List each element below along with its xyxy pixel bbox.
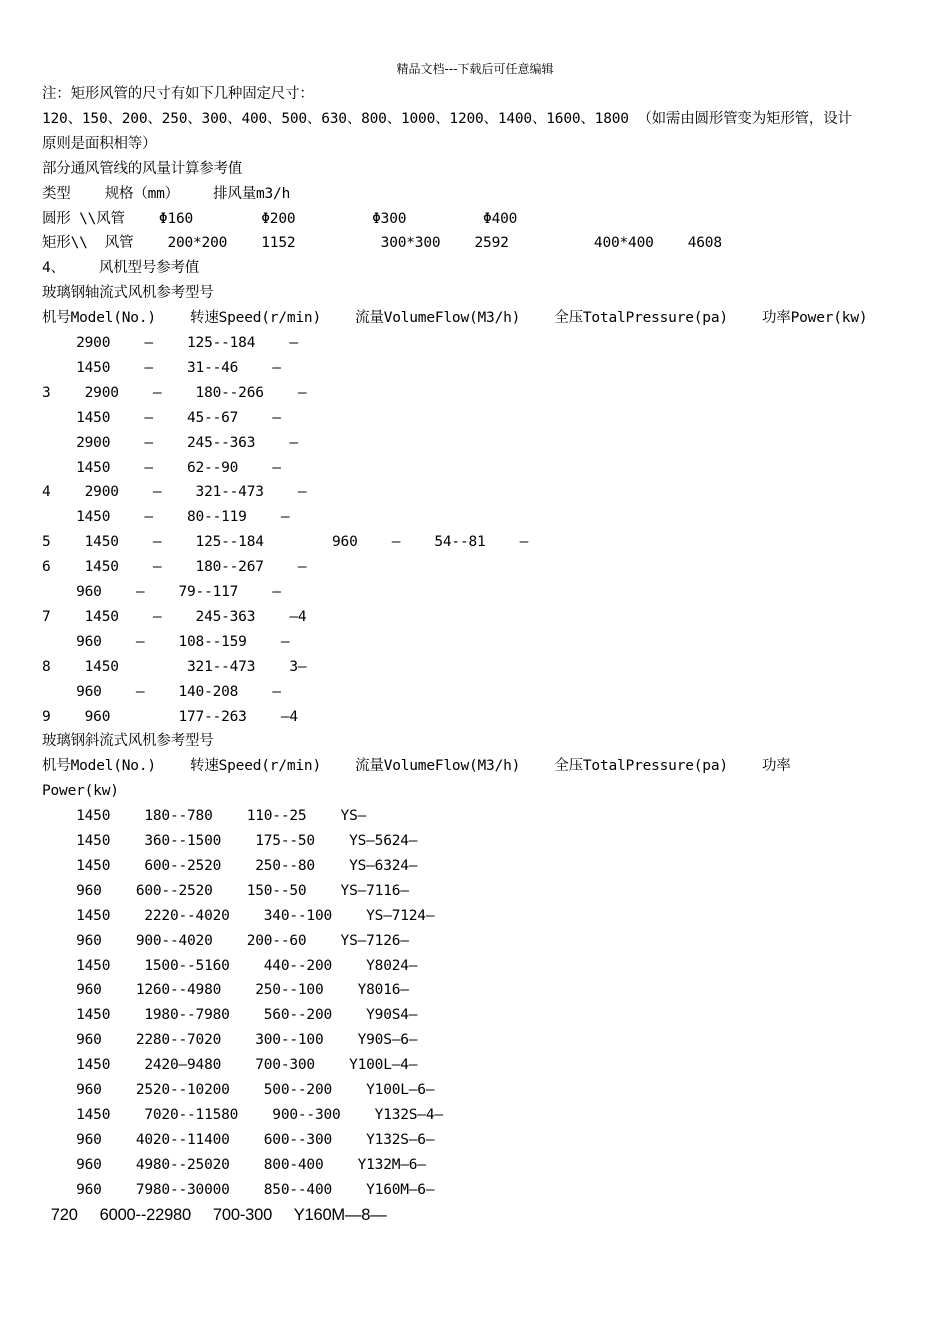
text-line: 1450 1500--5160 440--200 Y8024— (42, 957, 418, 974)
text-line: 960 7980--30000 850--400 Y160M—6— (42, 1181, 435, 1198)
text-line: 960 4980--25020 800-400 Y132M—6— (42, 1156, 426, 1173)
text-line: 玻璃钢斜流式风机参考型号 (42, 733, 214, 750)
text-line: 960 600--2520 150--50 YS—7116— (42, 882, 409, 899)
text-line: 120、150、200、250、300、400、500、630、800、1000、1200、1400、1600、1800 （如需由圆形管变为矩形管，设计 (42, 110, 852, 127)
text-line: 1450 1980--7980 560--200 Y90S4— (42, 1007, 418, 1024)
text-line: 1450 7020--11580 900--300 Y132S—4— (42, 1106, 443, 1123)
text-line: 1450 — 31--46 — (42, 359, 281, 376)
text-line: 矩形\\ 风管 200*200 1152 300*300 2592 400*400 4608 (42, 235, 722, 252)
text-line: 4 2900 — 321--473 — (42, 484, 307, 501)
text-line: 960 900--4020 200--60 YS—7126— (42, 932, 409, 949)
text-line: 1450 2220--4020 340--100 YS—7124— (42, 907, 435, 924)
text-line: 5 1450 — 125--184 960 — 54--81 — (42, 534, 529, 551)
text-line: 圆形 \\风管 Φ160 Φ200 Φ300 Φ400 (42, 210, 518, 227)
text-line: 8 1450 321--473 3— (42, 658, 307, 675)
text-line: 6 1450 — 180--267 — (42, 559, 307, 576)
text-line: 1450 — 62--90 — (42, 459, 281, 476)
text-line: 9 960 177--263 —4 (42, 708, 298, 725)
text-line: 1450 180--780 110--25 YS— (42, 808, 367, 825)
text-line: 机号Model(No.) 转速Speed(r/min) 流量VolumeFlow(M3/h) 全压TotalPressure(pa) 功率 (42, 758, 791, 775)
text-line: 2900 — 245--363 — (42, 434, 298, 451)
text-line: 960 1260--4980 250--100 Y8016— (42, 982, 409, 999)
text-line: 1450 — 80--119 — (42, 509, 290, 526)
text-line: 4、 风机型号参考值 (42, 260, 200, 277)
text-line: 类型 规格（mm） 排风量m3/h (42, 185, 291, 202)
text-line: 原则是面积相等） (42, 135, 157, 152)
text-line: 注：矩形风管的尺寸有如下几种固定尺寸： (42, 86, 314, 102)
text-line: 960 2280--7020 300--100 Y90S—6— (42, 1032, 418, 1049)
text-line: 1450 — 45--67 — (42, 409, 281, 426)
text-line: 2900 — 125--184 — (42, 335, 298, 351)
text-line: 3 2900 — 180--266 — (42, 384, 307, 401)
text-line: 1450 2420—9480 700-300 Y100L—4— (42, 1057, 418, 1074)
text-line: 玻璃钢轴流式风机参考型号 (42, 285, 214, 302)
text-line: 960 4020--11400 600--300 Y132S—6— (42, 1131, 435, 1148)
page-header: 精品文档---下载后可任意编辑 (396, 62, 554, 76)
text-line: 960 — 108--159 — (42, 633, 290, 650)
text-line: 960 2520--10200 500--200 Y100L—6— (42, 1082, 435, 1098)
text-line: 960 — 79--117 — (42, 584, 281, 600)
text-line: 机号Model(No.) 转速Speed(r/min) 流量VolumeFlow(M3/h) 全压TotalPressure(pa) 功率Power(kw) (42, 310, 868, 327)
text-line: 7 1450 — 245-363 —4 (42, 608, 307, 625)
text-line: Power(kw) (42, 783, 119, 800)
text-line: 部分通风管线的风量计算参考值 (42, 160, 243, 177)
text-line: 960 — 140-208 — (42, 683, 281, 700)
text-line-large: 720 6000--22980 700-300 Y160M—8— (42, 1205, 387, 1224)
text-line: 1450 360--1500 175--50 YS—5624— (42, 833, 418, 849)
text-line: 1450 600--2520 250--80 YS—6324— (42, 857, 418, 874)
